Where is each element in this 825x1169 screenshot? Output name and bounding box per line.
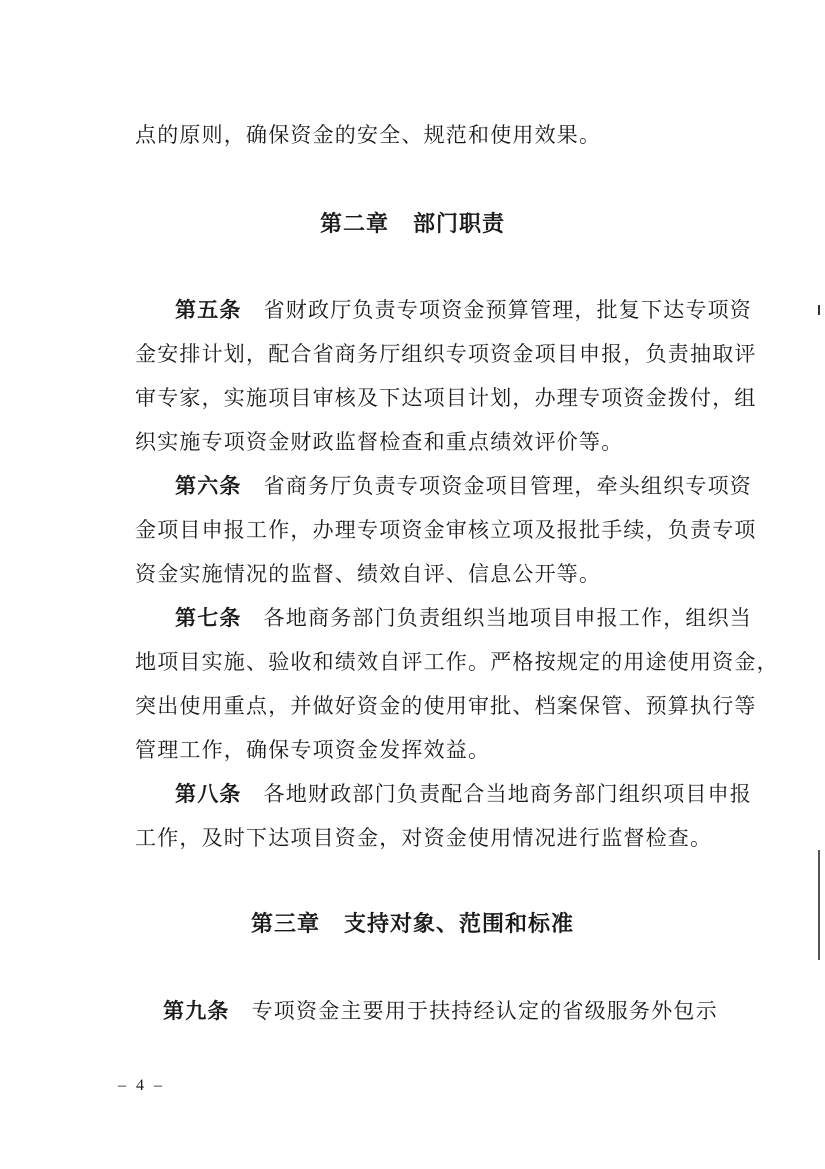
article-label: 第八条 bbox=[175, 782, 242, 806]
article-label: 第七条 bbox=[175, 606, 242, 630]
article-line bbox=[175, 779, 755, 809]
chapter-number: 第三章 bbox=[250, 912, 320, 937]
article-text: 各地商务部门负责组织当地项目申报工作，组织当 bbox=[263, 606, 753, 630]
chapter-heading-3 bbox=[0, 910, 825, 940]
article-label: 第五条 bbox=[175, 298, 242, 322]
article-line: 织实施专项资金财政监督检查和重点绩效评价等。 bbox=[135, 430, 624, 454]
article-line bbox=[175, 603, 755, 633]
article-line: 金项目申报工作，办理专项资金审核立项及报批手续，负责专项 bbox=[135, 518, 757, 542]
article-line: 资金实施情况的监督、绩效自评、信息公开等。 bbox=[135, 562, 602, 586]
article-line bbox=[175, 471, 755, 501]
article-text: 各地财政部门负责配合当地商务部门组织项目申报 bbox=[263, 782, 753, 806]
article-line: 审专家，实施项目审核及下达项目计划，办理专项资金拨付，组 bbox=[135, 386, 757, 410]
article-text: 省商务厅负责专项资金项目管理，牵头组织专项资 bbox=[263, 474, 753, 498]
article-line: 地项目实施、验收和绩效自评工作。严格按规定的用途使用资金， bbox=[135, 650, 779, 674]
scan-artifact bbox=[818, 850, 820, 960]
article-label: 第九条 bbox=[163, 999, 230, 1023]
page-number: – 4 – bbox=[118, 1077, 165, 1094]
chapter-number: 第二章 bbox=[319, 212, 389, 237]
article-line: 工作，及时下达项目资金，对资金使用情况进行监督检查。 bbox=[135, 826, 713, 850]
article-line bbox=[175, 295, 755, 325]
article-label: 第六条 bbox=[175, 474, 242, 498]
article-text: 专项资金主要用于扶持经认定的省级服务外包示 bbox=[251, 999, 718, 1023]
chapter-title: 支持对象、范围和标准 bbox=[344, 912, 575, 937]
article-line: 突出使用重点，并做好资金的使用审批、档案保管、预算执行等 bbox=[135, 694, 757, 718]
article-line: 金安排计划，配合省商务厅组织专项资金项目申报，负责抽取评 bbox=[135, 342, 757, 366]
article-line bbox=[163, 996, 758, 1026]
continued-line: 点的原则，确保资金的安全、规范和使用效果。 bbox=[135, 123, 602, 147]
chapter-heading-2 bbox=[0, 210, 825, 240]
article-line: 管理工作，确保专项资金发挥效益。 bbox=[135, 738, 491, 762]
scan-artifact bbox=[818, 305, 820, 315]
article-text: 省财政厅负责专项资金预算管理，批复下达专项资 bbox=[263, 298, 753, 322]
chapter-title: 部门职责 bbox=[413, 212, 506, 237]
